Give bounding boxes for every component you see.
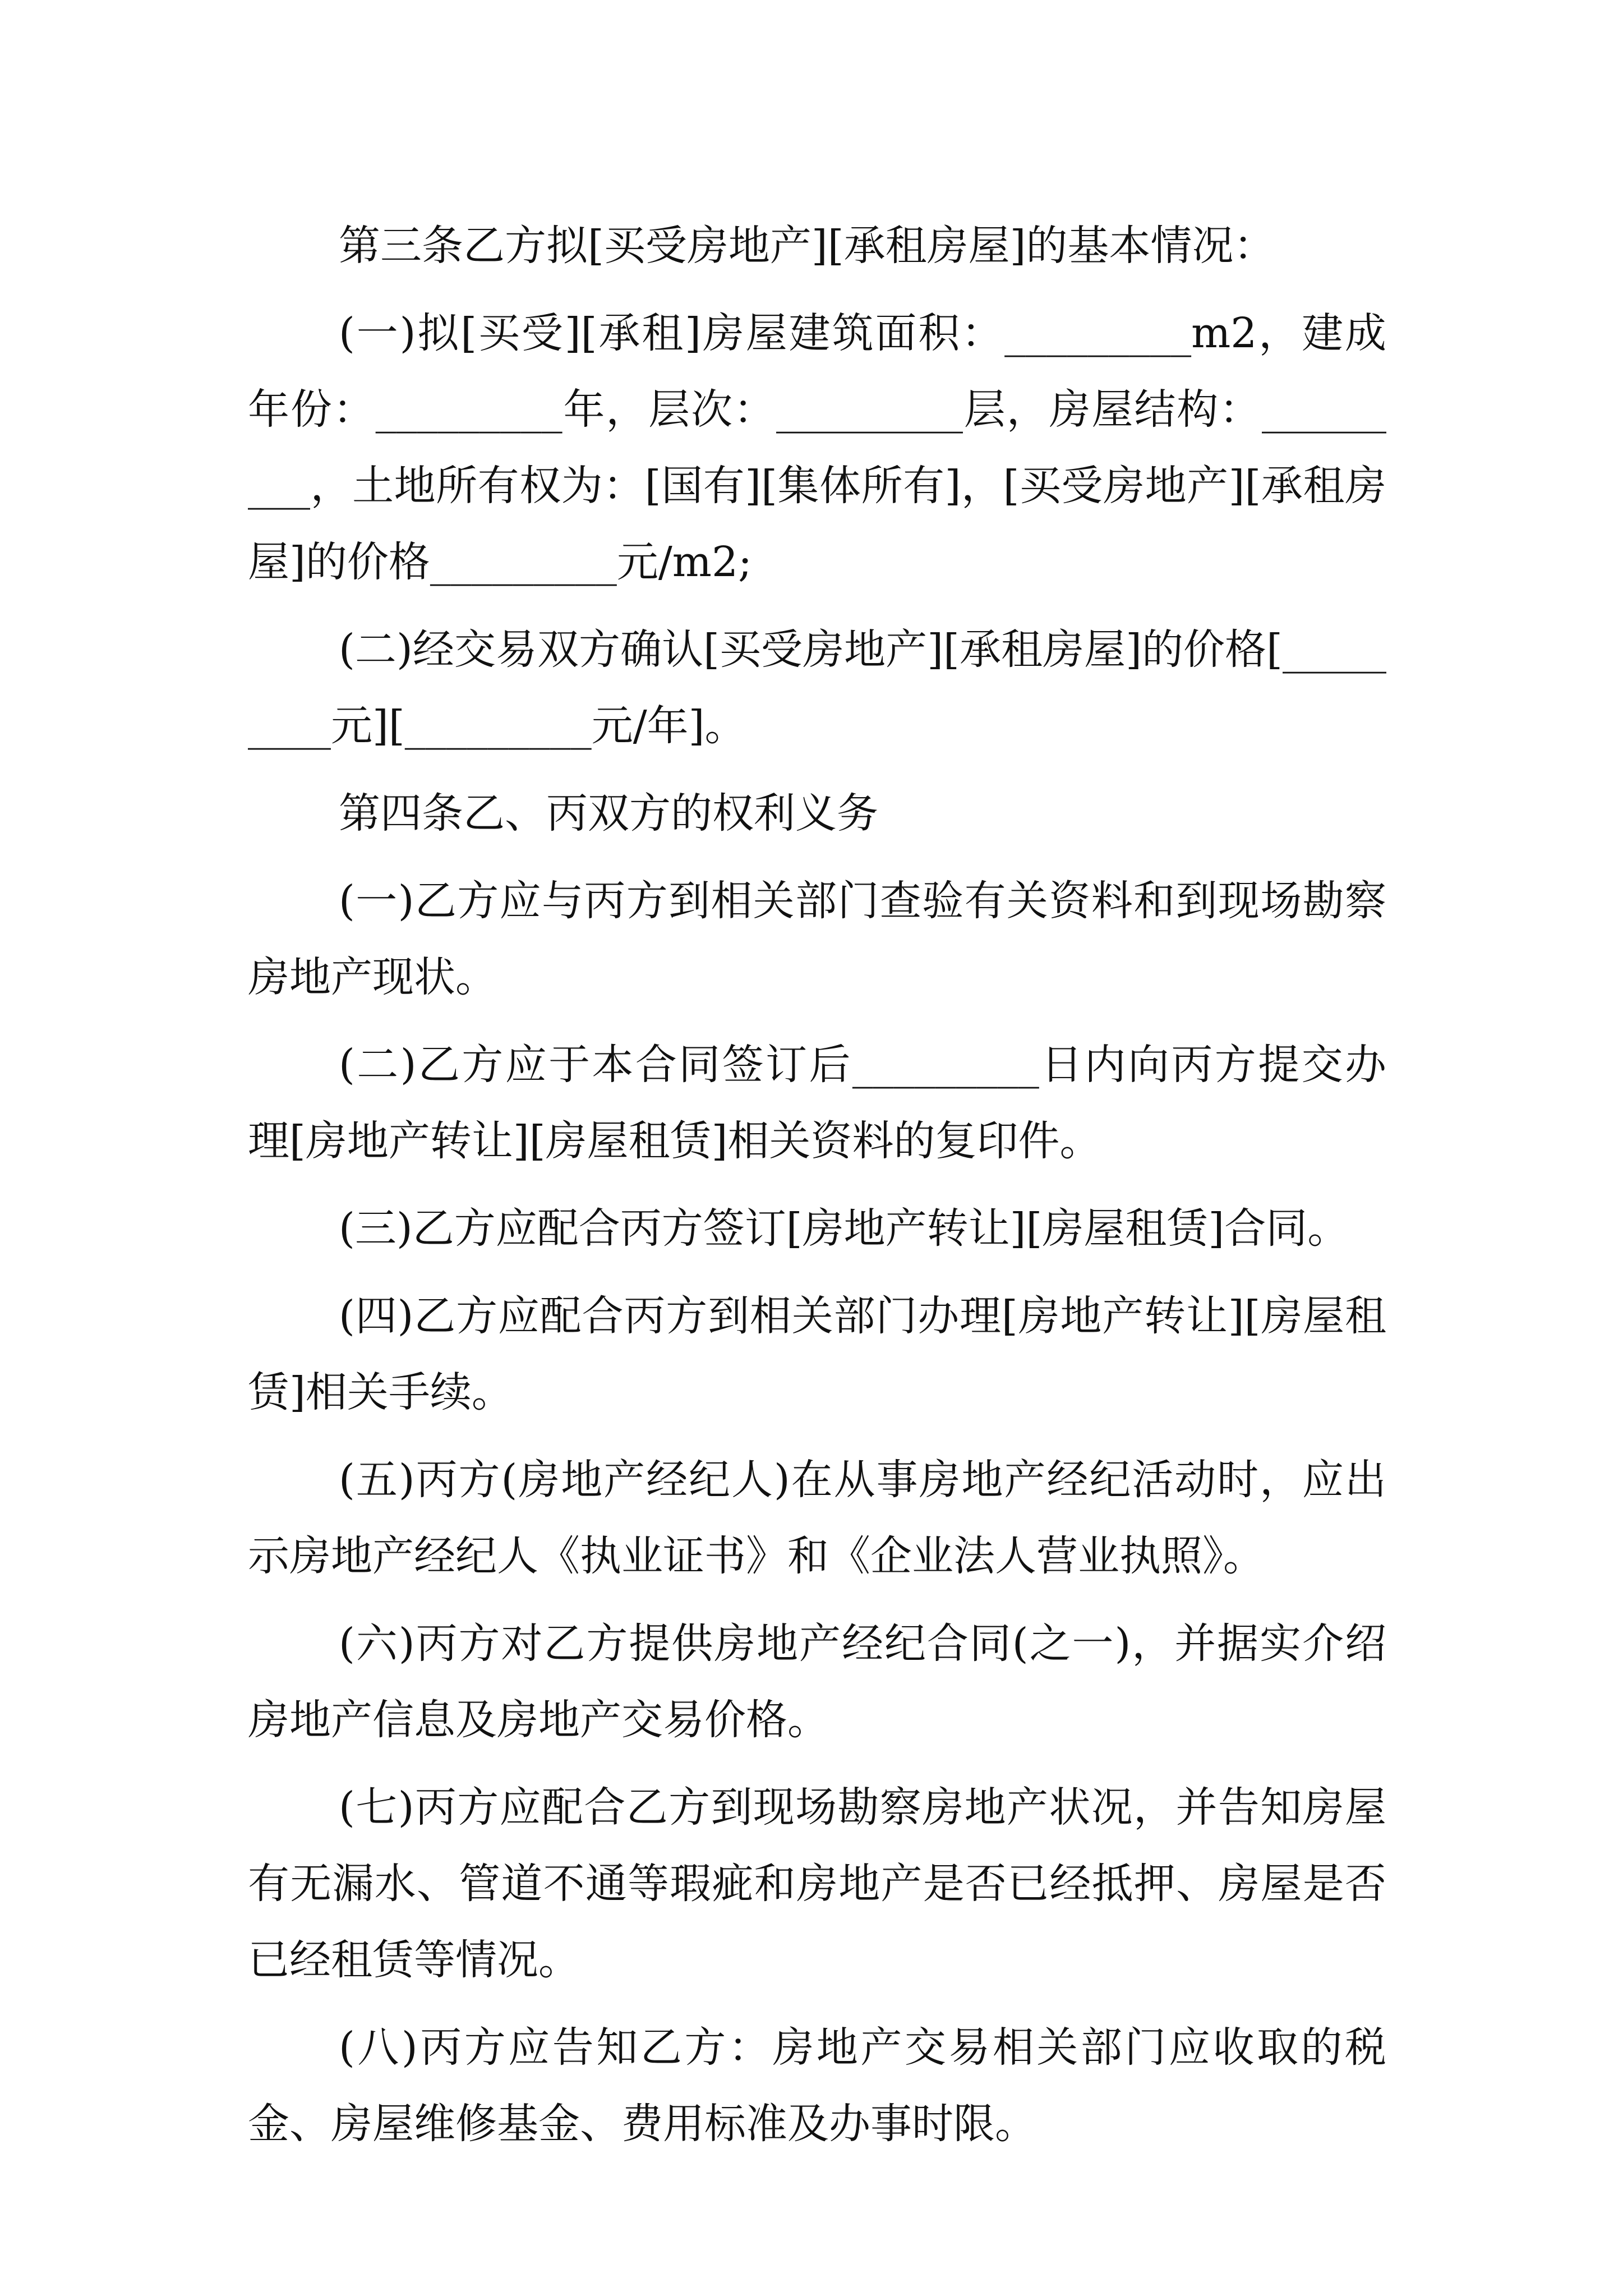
document-page	[248, 208, 1386, 2173]
article-4-item-5: (五)丙方(房地产经纪人)在从事房地产经纪活动时，应出示房地产经纪人《执业证书》和《企业法人营业执照》。	[248, 1456, 1386, 1580]
article-4-item-6: (六)丙方对乙方提供房地产经纪合同(之一)，并据实介绍房地产信息及房地产交易价格。	[248, 1619, 1386, 1744]
article-3-item-1: (一)拟[买受][承租]房屋建筑面积：_________m2，建成年份：_________年，层次：_________层，房屋结构：_________，土地所有权为：[国有][集体所有]，[买受房地产][承租房屋]的价格_________元/m2;	[248, 309, 1386, 586]
article-4-item-8: (八)丙方应告知乙方：房地产交易相关部门应收取的税金、房屋维修基金、费用标准及办事时限。	[248, 2023, 1386, 2148]
article-4-heading: 第四条乙、丙双方的权利义务	[339, 789, 878, 838]
article-3-item-2: (二)经交易双方确认[买受房地产][承租房屋]的价格[_________元][_________元/年]。	[248, 625, 1386, 750]
article-4-item-3: (三)乙方应配合丙方签订[房地产转让][房屋租赁]合同。	[339, 1204, 1349, 1253]
article-4-item-7: (七)丙方应配合乙方到现场勘察房地产状况，并告知房屋有无漏水、管道不通等瑕疵和房地产是否已经抵押、房屋是否已经租赁等情况。	[248, 1783, 1386, 1984]
article-4-item-1: (一)乙方应与丙方到相关部门查验有关资料和到现场勘察房地产现状。	[248, 877, 1386, 1001]
article-4-item-4: (四)乙方应配合丙方到相关部门办理[房地产转让][房屋租赁]相关手续。	[248, 1292, 1386, 1416]
article-3-heading: 第三条乙方拟[买受房地产][承租房屋]的基本情况：	[339, 222, 1275, 270]
article-4-item-2: (二)乙方应于本合同签订后_________日内向丙方提交办理[房地产转让][房屋租赁]相关资料的复印件。	[248, 1041, 1386, 1165]
